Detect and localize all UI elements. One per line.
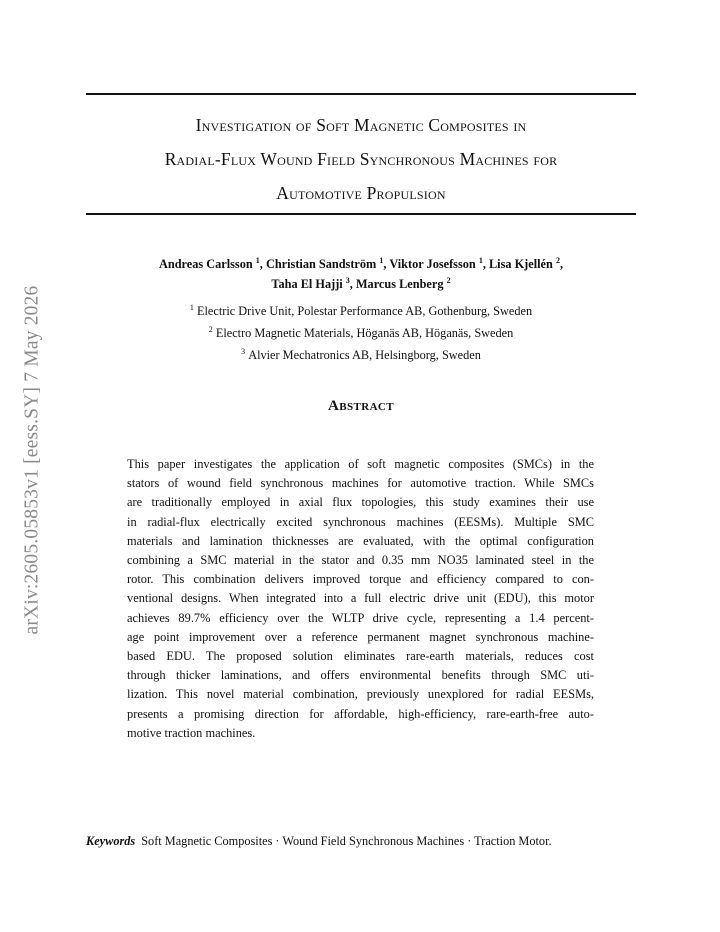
abstract-line: ventional designs. When integrated into a full electric drive unit (EDU), this motor [127, 591, 594, 606]
author-affiliation-mark: 1 [478, 255, 483, 265]
abstract-line: are traditionally employed in axial flux topologies, this study examines their use [127, 495, 594, 510]
arxiv-id: arXiv:2605.05853v1 [eess.SY] 7 May 2026 [21, 285, 43, 635]
arxiv-stamp [12, 250, 52, 670]
author-affiliation-mark: 1 [379, 255, 384, 265]
abstract-line: age point improvement over a reference permanent magnet synchronous machine- [127, 629, 594, 644]
abstract-line: motive traction machines. [127, 725, 256, 740]
author-affiliation-mark: 2 [446, 275, 451, 285]
abstract-line: combining a SMC material in the stator and 0.35 mm NO35 laminated steel in the [127, 553, 594, 568]
author-name: Marcus Lenberg [355, 277, 444, 291]
author-affiliation-mark: 3 [345, 275, 350, 285]
abstract-line: based EDU. The proposed solution eliminates rare-earth materials, reduces cost [127, 649, 594, 664]
author-name: Andreas Carlsson [158, 257, 253, 271]
affiliation-number: 3 [241, 346, 246, 356]
abstract-line: presents a promising direction for affordable, high-efficiency, rare-earth-free auto- [127, 706, 594, 721]
author-affiliation-mark: 2 [555, 255, 560, 265]
author-name: Lisa Kjellén [488, 257, 553, 271]
affiliation-text: Electric Drive Unit, Polestar Performance AB, Gothenburg, Sweden [196, 304, 533, 318]
title-line: Automotive Propulsion [276, 183, 446, 203]
abstract-line: in radial-flux electrically excited synchronous machines (EESMs). Multiple SMC [127, 514, 594, 529]
abstract-line: through thicker laminations, and offers environmental benefits through SMC uti- [127, 668, 594, 683]
abstract-line: This paper investigates the application of soft magnetic composites (SMCs) in the [127, 457, 594, 471]
author-name: Taha El Hajji [271, 277, 343, 291]
affiliation [86, 322, 636, 344]
abstract-line: rotor. This combination delivers improved torque and efficiency compared to con- [127, 572, 594, 587]
title-rule-top [86, 93, 636, 95]
affiliation-text: Alvier Mechatronics AB, Helsingborg, Sweden [248, 348, 481, 362]
affiliation [86, 344, 636, 366]
title-line: Investigation of Soft Magnetic Composites in [195, 115, 527, 135]
author-list [86, 254, 636, 294]
author-line: Taha El Hajji $^3$, Marcus Lenberg $^2$ [271, 275, 451, 291]
paper-title [86, 108, 636, 210]
title-rule-bottom [86, 213, 636, 215]
keywords [86, 834, 646, 849]
title-line: Radial-Flux Wound Field Synchronous Machines for [164, 149, 558, 169]
affiliation-text: Electro Magnetic Materials, Höganäs AB, Höganäs, Sweden [215, 326, 514, 340]
author-affiliation-mark: 1 [255, 255, 260, 265]
affiliation-list [86, 300, 636, 366]
affiliation [86, 300, 636, 322]
abstract-heading: Abstract [328, 398, 394, 414]
abstract-line: achieves 89.7% efficiency over the WLTP drive cycle, representing a 1.4 percent- [127, 610, 594, 625]
author-name: Christian Sandström [265, 257, 377, 271]
author-line: Andreas Carlsson $^1$, Christian Sandström $^1$, Viktor Josefsson $^1$, Lisa Kjellén $^2$, [158, 255, 564, 271]
abstract-line: lization. This novel material combination, previously unexplored for radial EESMs, [127, 687, 594, 702]
keywords-label: Keywords [86, 834, 136, 848]
author-name: Viktor Josefsson [389, 257, 476, 271]
abstract-line: stators of wound field synchronous machines for automotive traction. While SMCs [127, 476, 594, 491]
abstract-line: materials and lamination thicknesses are evaluated, with the optimal configuration [127, 533, 594, 548]
abstract-body [127, 455, 594, 743]
affiliation-number: 2 [208, 324, 213, 334]
keywords-text: Soft Magnetic Composites · Wound Field Synchronous Machines · Traction Motor. [141, 834, 552, 848]
affiliation-number: 1 [189, 302, 194, 312]
